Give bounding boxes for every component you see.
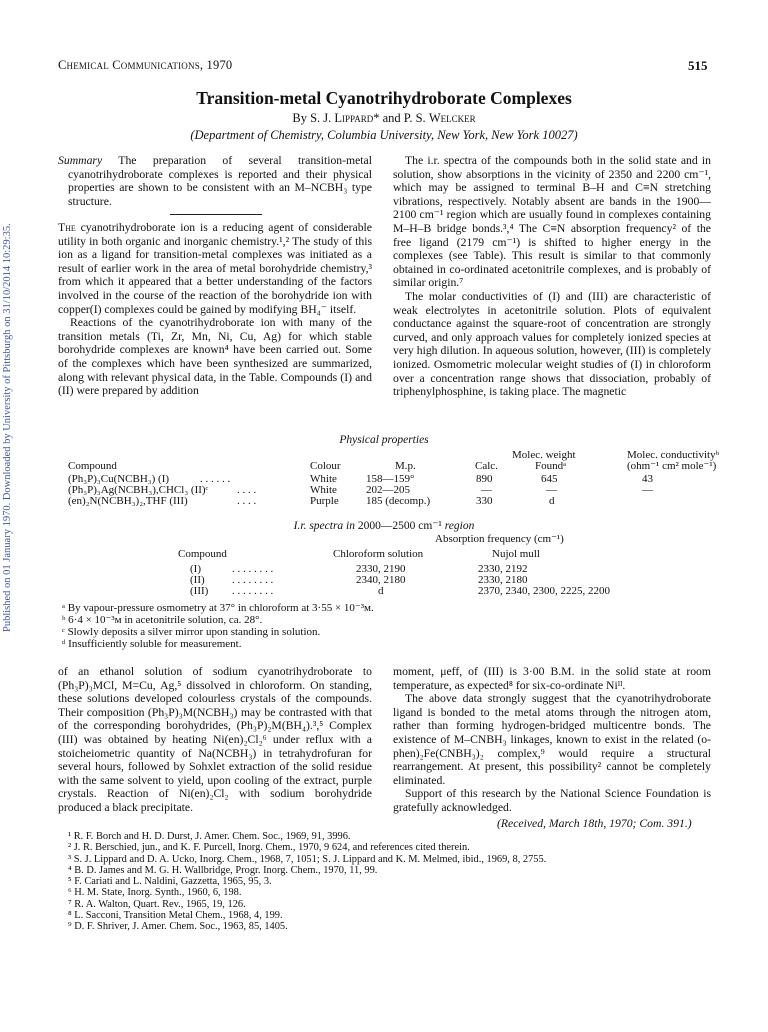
reference-item: ⁸ L. Sacconi, Transition Metal Chem., 1968, 4, 199. — [68, 910, 283, 922]
leader-dots: . . . . . . . . — [232, 563, 274, 575]
summary-divider — [170, 214, 262, 215]
cell-conductivity: 43 — [642, 473, 653, 485]
paragraph-text: of an ethanol solution of sodium cyanotrihydroborate to (Ph₃P)₃MCl, M=Cu, Ag,⁵ dissolved in chloroform. On standing, these solutions developed colourless crystals of the compounds. Their composition (Ph₃P)₃M(NCBH₃) may be contrasted with that of the corresponding borohydrides, (Ph₃P)₂M(BH₄).³,⁵ Complex (III) was obtained by heating Ni(en)₂Cl₂⁶ under reflux with a stoicheiometric quantity of Na(NCBH₃) in tetrahydrofuran for several hours, followed by Sohxlet extraction of the solid residue with the same solvent to yield, upon cooling of the extract, purple crystals. Reaction of Ni(en)₂Cl₂ with sodium borohydride produced a black precipitate. — [58, 665, 372, 814]
ir-title-italic: I.r. spectra in — [293, 520, 356, 532]
cell-compound: (III) — [190, 585, 209, 597]
header-compound: Compound — [68, 460, 117, 472]
ir-title-region: region — [444, 520, 475, 532]
header-chloroform: Chloroform solution — [333, 548, 424, 560]
cell-nujol: 2330, 2180 — [478, 574, 528, 586]
header-mp: M.p. — [395, 460, 416, 472]
header-calc: Calc. — [475, 460, 498, 472]
cell-mp: 202—205 — [366, 484, 410, 496]
body-right-column-bottom — [393, 665, 711, 815]
paragraph-text: The i.r. spectra of the compounds both in the solid state and in solution, show absorptions in the vicinity of 2350 and 2200 cm⁻¹, which may be assigned to terminal B–H and C≡N stretching vibrations, respectively. Notably absent are bands in the 1900—2100 cm⁻¹ region which are usually found in complexes containing M–H–B bridge bonds.³,⁴ The C≡N absorption frequency² of the free ligand (2179 cm⁻¹) is shifted to higher energy in the complexes (see Table). This result is similar to that commonly obtained in co-ordinated acetonitrile complexes, and is probably of similar origin.⁷ — [393, 154, 711, 290]
running-header: Chemical Communications, 1970 — [58, 58, 233, 72]
cell-compound: (I) — [190, 563, 201, 575]
summary-label: Summary — [58, 154, 103, 167]
cell-compound: (en)₂N(NCBH₃)₂,THF (III) — [68, 495, 188, 507]
cell-conductivity: — — [642, 484, 653, 496]
reference-item: ⁹ D. F. Shriver, J. Amer. Chem. Soc., 1963, 85, 1405. — [68, 921, 288, 933]
reference-item: ⁷ R. A. Walton, Quart. Rev., 1965, 19, 126. — [68, 898, 246, 910]
paragraph-text: The molar conductivities of (I) and (III) are characteristic of weak electrolytes in acetonitrile solution. Plots of equivalent conductance against the square-root of concentration are strongly curved, and only approach values for completely ionized species at very high dilution. In aqueous solution, however, (III) is completely ionized. Osmometric molecular weight studies of (I) in chloroform over a concentration range shows that dissociation, probably of triphenylphosphine, is taking place. The magnetic — [393, 289, 711, 399]
table-footnote: ᵈ Insufficiently soluble for measurement. — [62, 638, 242, 650]
leader-dots: . . . . — [237, 484, 257, 496]
leader-dots: . . . . — [237, 495, 257, 507]
reference-item: ⁵ F. Cariati and L. Naldini, Gazzetta, 1965, 95, 3. — [68, 876, 272, 888]
cell-colour: White — [310, 473, 337, 485]
paragraph-text: The above data strongly suggest that the cyanotrihydroborate ligand is bonded to the metal atoms through the nitrogen atom, rather than forming hydrogen-bridged multicentre bonds. The existence of M–CNBH₃ linkages, known to exist in the related (o-phen)₂Fe(CNBH₃)₂ complex,⁹ would require a structural rearrangement. At present, this possibility² cannot be completely eliminated. — [393, 692, 711, 787]
reference-item: ³ S. J. Lippard and D. A. Ucko, Inorg. Chem., 1968, 7, 1051; S. J. Lippard and K. M. Melmed, ibid., 1969, 8, 2755. — [68, 853, 547, 865]
summary-text: The preparation of several transition-metal cyanotrihydroborate complexes is reported and their physical properties are shown to be consistent with an M–NCBH₃ type structure. — [68, 154, 372, 208]
cell-found: 645 — [541, 473, 558, 485]
cell-mp: 158—159° — [366, 473, 415, 485]
paragraph-text: moment, μeff, of (III) is 3·00 B.M. in the solid state at room temperature, as expected⁸ for six-co-ordinate Niᴵᴵ. — [393, 665, 711, 692]
header-absorption: Absorption frequency (cm⁻¹) — [435, 533, 564, 545]
table-footnote: ᶜ Slowly deposits a silver mirror upon standing in solution. — [62, 626, 321, 638]
author-lippard: Lippard* — [334, 111, 380, 125]
cell-found: d — [549, 495, 555, 507]
paragraph-lead: The — [58, 221, 76, 234]
table-physical-properties-title: Physical properties — [339, 434, 429, 446]
reference-item: ⁶ H. M. State, Inorg. Synth., 1960, 6, 198. — [68, 887, 242, 899]
body-right-column-top — [393, 154, 711, 399]
page-number: 515 — [688, 58, 708, 73]
cell-calc: 890 — [476, 473, 493, 485]
authors-prefix: By S. J. — [292, 111, 335, 125]
reference-list — [68, 831, 728, 933]
header-compound: Compound — [178, 548, 227, 560]
download-watermark-text: Published on 01 January 1970. Downloaded by University of Pittsburgh on 31/10/2014 10:29:35. — [2, 223, 13, 632]
cell-colour: White — [310, 484, 337, 496]
cell-mp: 185 (decomp.) — [366, 495, 431, 507]
author-welcker: Welcker — [428, 111, 476, 125]
leader-dots: . . . . . . . . — [232, 585, 274, 597]
cell-compound: (Ph₃P)₃Cu(NCBH₃) (I) — [68, 473, 170, 485]
cell-chloroform: d — [378, 585, 384, 597]
paragraph-text: Support of this research by the National Science Foundation is gratefully acknowledged. — [393, 787, 711, 814]
cell-found: — — [546, 484, 557, 496]
summary-block — [58, 154, 372, 208]
header-nujol: Nujol mull — [492, 548, 540, 560]
cell-compound: (II) — [190, 574, 205, 586]
cell-chloroform: 2340, 2180 — [356, 574, 406, 586]
leader-dots: . . . . . . . . — [232, 574, 274, 586]
article-title: Transition-metal Cyanotrihydroborate Complexes — [196, 88, 572, 108]
ir-title-range: 2000—2500 cm⁻¹ — [355, 520, 445, 532]
authors — [0, 111, 768, 126]
reference-item: ¹ R. F. Borch and H. D. Durst, J. Amer. Chem. Soc., 1969, 91, 3996. — [68, 831, 351, 842]
header-colour: Colour — [310, 460, 341, 472]
cell-nujol: 2370, 2340, 2300, 2225, 2200 — [478, 585, 610, 597]
cell-nujol: 2330, 2192 — [478, 563, 528, 575]
cell-colour: Purple — [310, 495, 339, 507]
table-ir-spectra-title — [0, 518, 768, 532]
received-date: (Received, March 18th, 1970; Com. 391.) — [497, 817, 692, 830]
header-found: Foundᵃ — [535, 460, 567, 472]
cell-compound: (Ph₃P)₃Ag(NCBH₃),CHCl₃ (II)ᶜ — [68, 484, 209, 496]
paragraph-text: Reactions of the cyanotrihydroborate ion with many of the transition metals (Ti, Zr, Mn, Ni, Cu, Ag) for which stable borohydride complexes are known⁴ have been carried out. Some of the complexes which have been synthesized are summarized, along with relevant physical data, in the Table. Compounds (I) and (II) were prepared by addition — [58, 316, 372, 398]
table-footnote: ᵇ 6·4 × 10⁻³ᴍ in acetonitrile solution, ca. 28°. — [62, 614, 263, 626]
body-left-column-bottom — [58, 665, 372, 815]
body-left-column-top — [58, 221, 372, 398]
header-units: (ohm⁻¹ cm² mole⁻¹) — [627, 460, 717, 472]
affiliation: (Department of Chemistry, Columbia University, New York, New York 10027) — [190, 128, 578, 142]
reference-item: ⁴ B. D. James and M. G. H. Wallbridge, Progr. Inorg. Chem., 1970, 11, 99. — [68, 864, 378, 876]
authors-mid: and P. S. — [379, 111, 429, 125]
cell-calc: — — [481, 484, 492, 496]
header-molec-weight: Molec. weight — [512, 449, 576, 461]
cell-calc: 330 — [476, 495, 493, 507]
download-watermark — [2, 223, 22, 652]
reference-item: ² J. R. Berschied, jun., and K. F. Purcell, Inorg. Chem., 1970, 9 624, and references cited therein. — [68, 842, 470, 854]
paragraph-text: cyanotrihydroborate ion is a reducing agent of considerable utility in both organic and inorganic chemistry.¹,² The study of this ion as a ligand for transition-metal complexes was initiated as a result of earlier work in the area of metal borohydride chemistry,³ from which it appeared that a better understanding of the factors involved in the course of the reaction of the borohydride ion with copper(I) complexes could be gained by modifying BH₄⁻ itself. — [58, 221, 372, 316]
table-footnote: ᵃ By vapour-pressure osmometry at 37° in chloroform at 3·55 × 10⁻³ᴍ. — [62, 602, 374, 614]
leader-dots: . . . . . . — [200, 473, 231, 485]
header-molec-conductivity: Molec. conductivityᵇ — [627, 449, 719, 461]
cell-chloroform: 2330, 2190 — [356, 563, 406, 575]
